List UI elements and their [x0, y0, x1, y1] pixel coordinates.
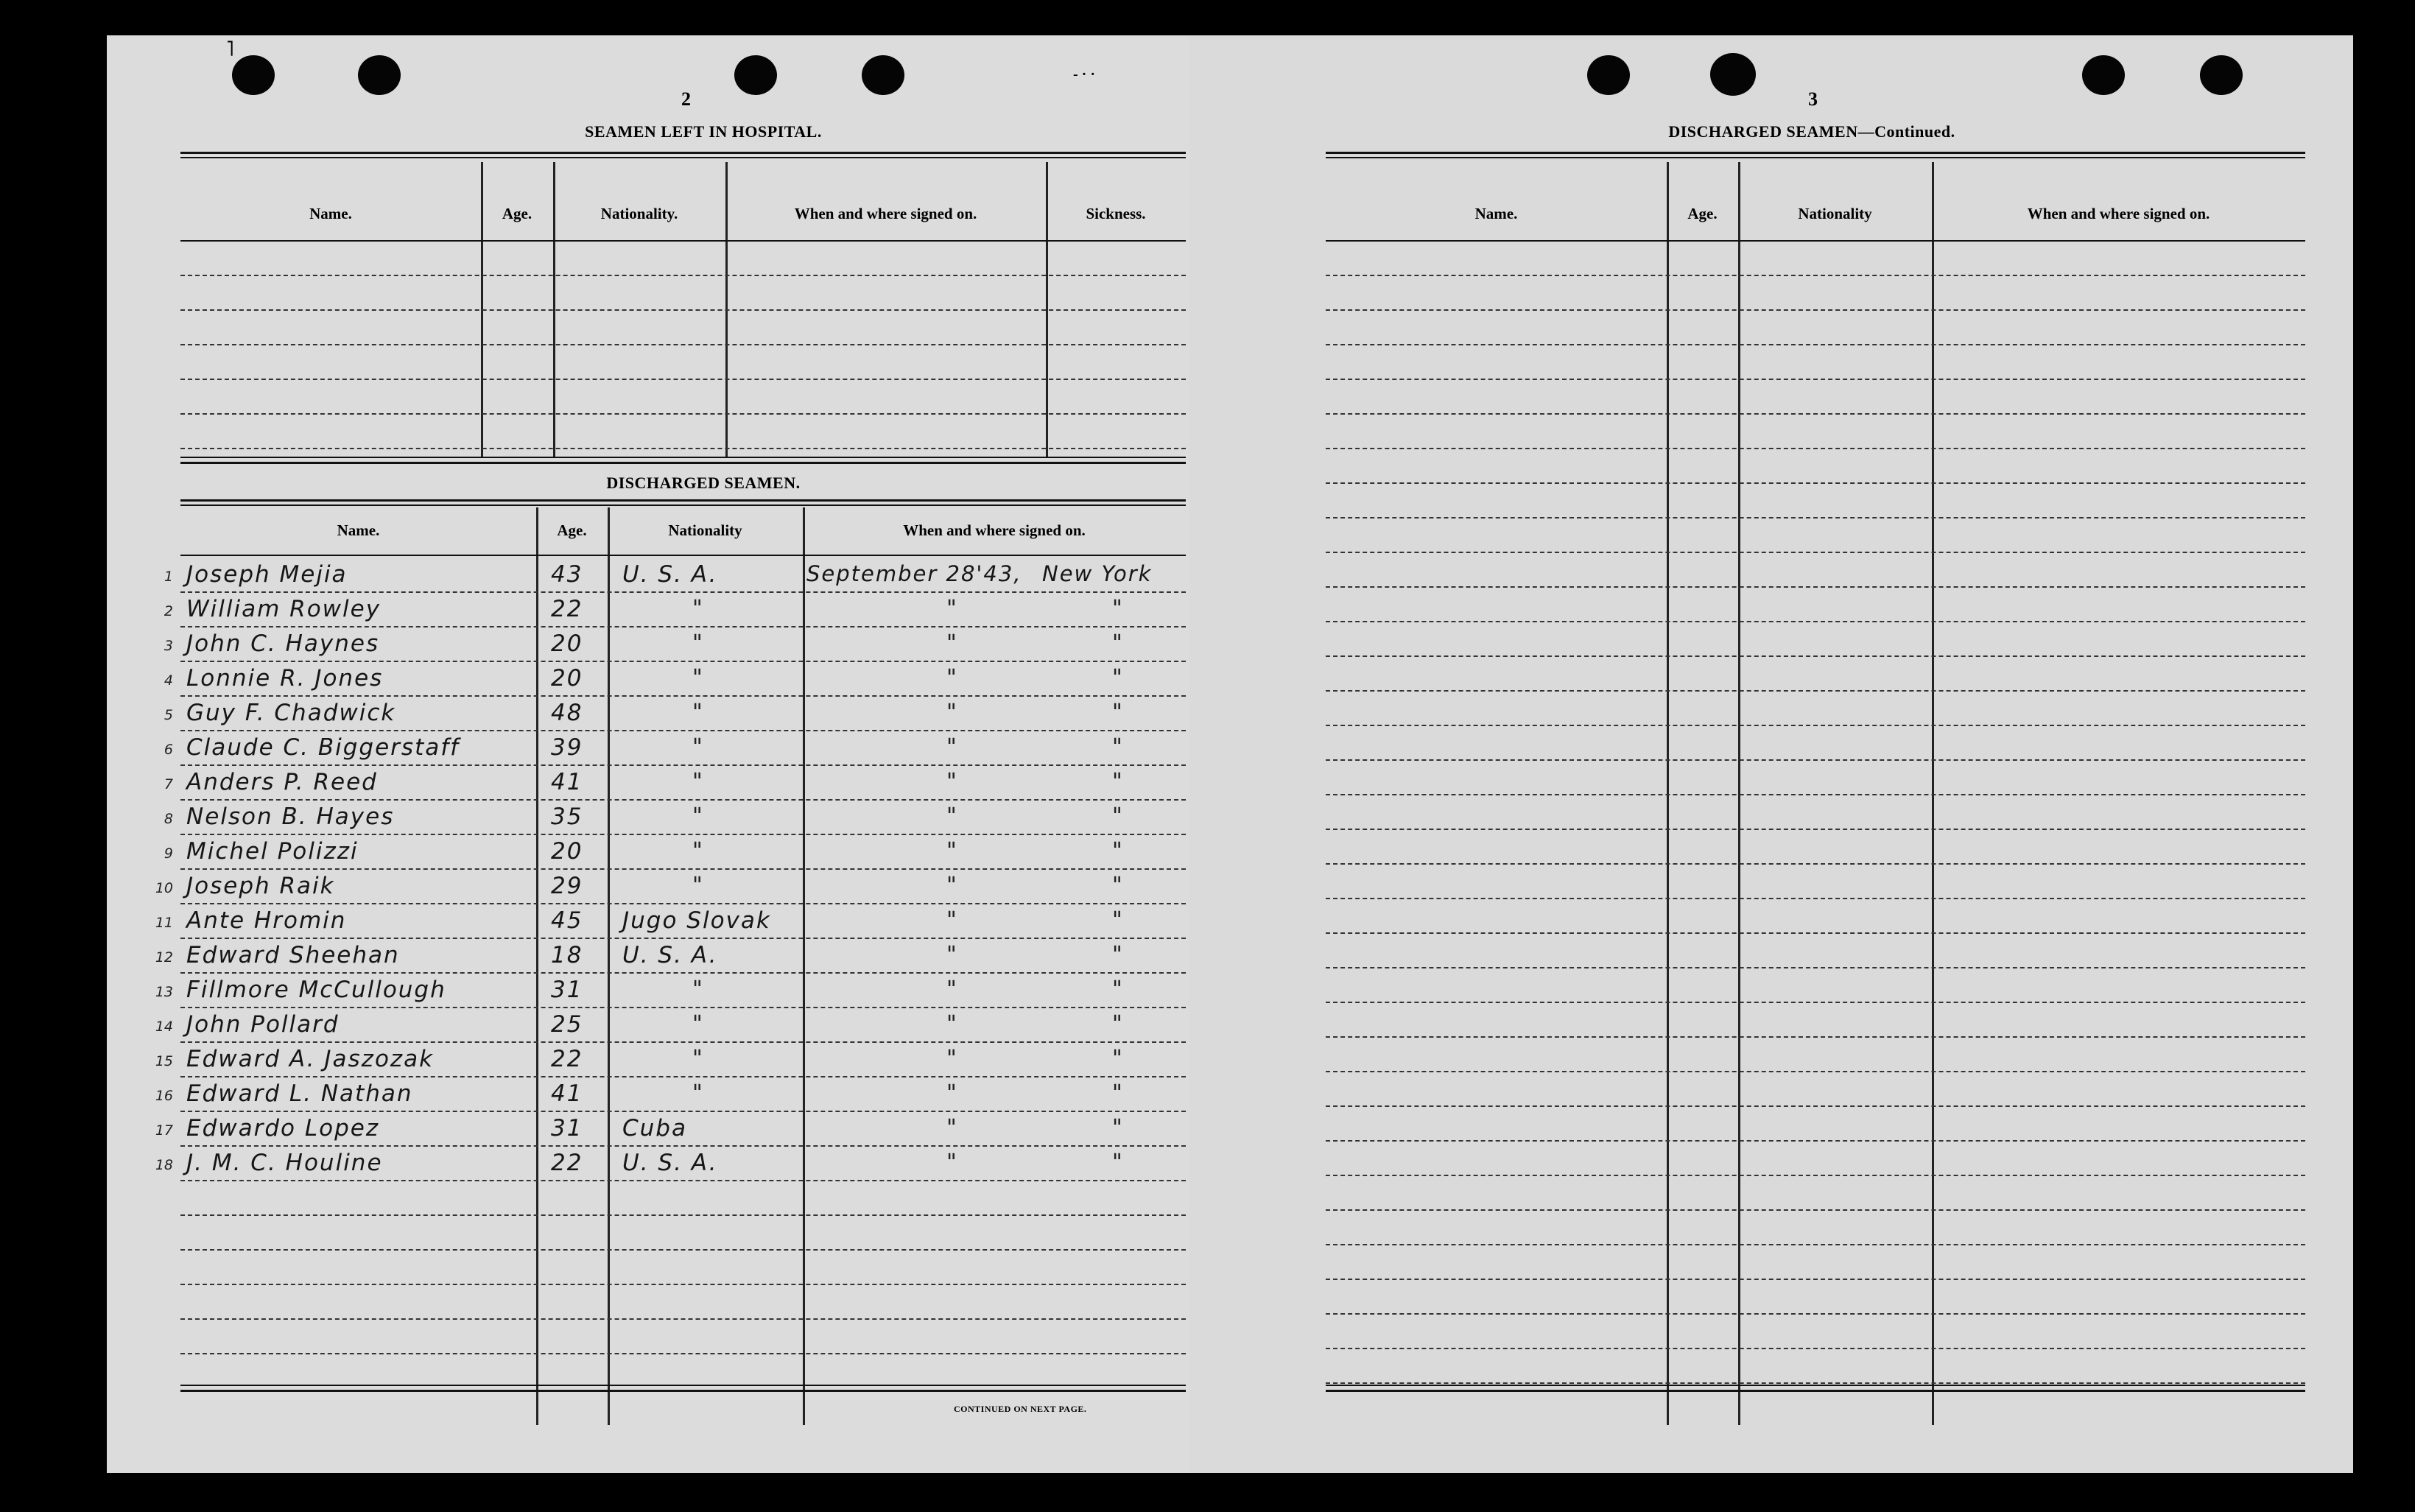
- seaman-name: Michel Polizzi: [186, 838, 359, 865]
- row-number: 4: [164, 672, 173, 689]
- row-rule: [1326, 1382, 2305, 1384]
- row-rule: [1326, 1244, 2305, 1245]
- signed-on-date: ": [946, 1115, 957, 1141]
- row-rule: [180, 1041, 1186, 1043]
- right-page: [1189, 35, 2353, 1473]
- rule: [180, 344, 1186, 345]
- seaman-age: 20: [551, 630, 583, 657]
- row-rule: [1326, 448, 2305, 449]
- row-rule: [1326, 759, 2305, 761]
- seaman-nationality: ": [692, 1011, 703, 1037]
- left-page: [107, 35, 1270, 1473]
- rule: [180, 275, 1186, 276]
- seaman-nationality: ": [692, 630, 703, 656]
- signed-on-date: ": [946, 804, 957, 829]
- row-rule: [1326, 621, 2305, 622]
- row-rule: [1326, 1209, 2305, 1211]
- seaman-age: 31: [551, 1115, 583, 1142]
- row-rule: [1326, 413, 2305, 415]
- rule: [180, 499, 1186, 502]
- signed-on-place: ": [1112, 1080, 1122, 1106]
- rule: [180, 448, 1186, 449]
- seaman-age: 22: [551, 1150, 583, 1176]
- seaman-age: 25: [551, 1011, 583, 1038]
- seaman-age: 48: [551, 700, 583, 726]
- row-rule: [180, 661, 1186, 662]
- seaman-nationality: Jugo Slovak: [622, 907, 771, 934]
- rule: [180, 240, 1186, 242]
- signed-on-date: ": [946, 1011, 957, 1037]
- column-divider: [536, 507, 538, 1425]
- seaman-nationality: ": [692, 700, 703, 725]
- seaman-nationality: ": [692, 665, 703, 691]
- signed-on-place: ": [1112, 1011, 1122, 1037]
- signed-on-place: ": [1112, 700, 1122, 725]
- row-rule: [1326, 482, 2305, 484]
- signed-on-place: ": [1112, 596, 1122, 622]
- seaman-nationality: U. S. A.: [622, 942, 718, 968]
- seaman-age: 18: [551, 942, 583, 968]
- row-rule: [1326, 967, 2305, 968]
- row-number: 17: [155, 1122, 173, 1139]
- signed-on-place: ": [1112, 873, 1122, 899]
- row-rule: [1326, 517, 2305, 518]
- col-header-signed-on: When and where signed on.: [2027, 205, 2210, 222]
- row-rule: [1326, 1279, 2305, 1280]
- seaman-name: John C. Haynes: [186, 630, 380, 657]
- row-number: 8: [164, 811, 173, 827]
- seaman-name: Joseph Raik: [186, 873, 335, 899]
- seaman-nationality: Cuba: [622, 1115, 687, 1142]
- rule: [1326, 1385, 2305, 1386]
- rule: [180, 157, 1186, 158]
- row-rule: [1326, 794, 2305, 795]
- row-rule: [1326, 1348, 2305, 1349]
- signed-on-place: ": [1112, 1046, 1122, 1072]
- seaman-name: Edward L. Nathan: [186, 1080, 413, 1107]
- signed-on-date: ": [946, 596, 957, 622]
- seaman-name: Lonnie R. Jones: [186, 665, 384, 692]
- seaman-nationality: ": [692, 1046, 703, 1072]
- row-number: 7: [164, 776, 173, 792]
- seaman-age: 43: [551, 561, 583, 588]
- row-rule: [180, 730, 1186, 731]
- discharged-continued-title: DISCHARGED SEAMEN—Continued.: [1668, 122, 1955, 141]
- col-header-name: Name.: [309, 205, 352, 222]
- seaman-nationality: ": [692, 769, 703, 795]
- seaman-age: 39: [551, 734, 583, 761]
- signed-on-place: ": [1112, 838, 1122, 864]
- row-rule: [1326, 379, 2305, 380]
- row-rule: [1326, 1105, 2305, 1107]
- punch-hole: [232, 55, 275, 95]
- rule: [180, 413, 1186, 415]
- seaman-nationality: ": [692, 596, 703, 622]
- rule: [180, 504, 1186, 506]
- rule: [180, 152, 1186, 154]
- row-number: 16: [155, 1088, 173, 1104]
- punch-hole: [358, 55, 401, 95]
- seaman-nationality: ": [692, 1080, 703, 1106]
- row-rule: [180, 1284, 1186, 1285]
- row-number: 13: [155, 984, 173, 1000]
- seaman-age: 41: [551, 769, 583, 795]
- seaman-name: Nelson B. Hayes: [186, 804, 395, 830]
- row-rule: [180, 1214, 1186, 1216]
- seaman-age: 20: [551, 665, 583, 692]
- signed-on-place: ": [1112, 769, 1122, 795]
- row-number: 18: [155, 1157, 173, 1173]
- rule: [180, 462, 1186, 464]
- col-header-name: Name.: [1474, 205, 1518, 222]
- signed-on-date: ": [946, 700, 957, 725]
- rule: [180, 379, 1186, 380]
- row-rule: [1326, 690, 2305, 692]
- column-divider: [608, 507, 610, 1425]
- signed-on-date: ": [946, 1046, 957, 1072]
- seaman-name: Claude C. Biggerstaff: [186, 734, 460, 761]
- row-rule: [180, 938, 1186, 939]
- row-rule: [180, 972, 1186, 974]
- seaman-age: 31: [551, 977, 583, 1003]
- signed-on-date: ": [946, 769, 957, 795]
- row-rule: [180, 868, 1186, 870]
- col-header-nationality: Nationality: [1798, 205, 1872, 222]
- punch-hole: [2200, 55, 2243, 95]
- row-rule: [1326, 725, 2305, 726]
- row-rule: [1326, 655, 2305, 657]
- row-rule: [1326, 898, 2305, 899]
- signed-on-date: ": [946, 942, 957, 968]
- seaman-nationality: ": [692, 838, 703, 864]
- row-number: 5: [164, 707, 173, 723]
- row-rule: [180, 1249, 1186, 1251]
- page-number: 2: [681, 88, 691, 110]
- signed-on-place: ": [1112, 1115, 1122, 1141]
- seaman-nationality: ": [692, 873, 703, 899]
- seaman-name: J. M. C. Houline: [186, 1150, 383, 1176]
- row-rule: [1326, 552, 2305, 553]
- seaman-nationality: ": [692, 977, 703, 1002]
- row-number: 15: [155, 1053, 173, 1069]
- punch-hole: [734, 55, 777, 95]
- signed-on-place: ": [1112, 1150, 1122, 1175]
- punch-hole: [1710, 53, 1756, 96]
- row-number: 9: [164, 845, 173, 862]
- row-rule: [1326, 1071, 2305, 1072]
- row-rule: [180, 799, 1186, 801]
- seaman-age: 22: [551, 1046, 583, 1072]
- stray-marks: - · ·: [1073, 66, 1095, 82]
- signed-on-date: ": [946, 907, 957, 933]
- rule: [180, 555, 1186, 556]
- signed-on-date: ": [946, 977, 957, 1002]
- row-rule: [180, 1318, 1186, 1320]
- signed-on-place: ": [1112, 734, 1122, 760]
- discharged-title: DISCHARGED SEAMEN.: [606, 474, 801, 492]
- signed-on-place: ": [1112, 804, 1122, 829]
- punch-hole: [1587, 55, 1630, 95]
- seaman-age: 45: [551, 907, 583, 934]
- seaman-age: 20: [551, 838, 583, 865]
- signed-on-place: ": [1112, 907, 1122, 933]
- rule: [180, 1385, 1186, 1386]
- row-rule: [180, 695, 1186, 697]
- row-rule: [1326, 863, 2305, 865]
- col-header-signed-on: When and where signed on.: [794, 205, 977, 222]
- row-number: 3: [164, 638, 173, 654]
- seaman-age: 35: [551, 804, 583, 830]
- col-header-age: Age.: [557, 521, 587, 539]
- row-rule: [1326, 1140, 2305, 1142]
- signed-on-date: ": [946, 665, 957, 691]
- seaman-name: Edwardo Lopez: [186, 1115, 380, 1142]
- row-rule: [180, 764, 1186, 766]
- row-rule: [1326, 932, 2305, 934]
- col-header-signed-on: When and where signed on.: [903, 521, 1086, 539]
- seaman-name: Fillmore McCullough: [186, 977, 446, 1003]
- corner-mark: ˥: [226, 38, 234, 61]
- row-rule: [180, 1145, 1186, 1147]
- row-rule: [1326, 309, 2305, 311]
- row-number: 1: [164, 569, 173, 585]
- row-number: 6: [164, 742, 173, 758]
- row-number: 11: [155, 915, 173, 931]
- row-rule: [180, 591, 1186, 593]
- signed-on-place: ": [1112, 977, 1122, 1002]
- row-rule: [180, 1076, 1186, 1077]
- row-rule: [180, 834, 1186, 835]
- signed-on-date: ": [946, 838, 957, 864]
- seaman-name: Anders P. Reed: [186, 769, 378, 795]
- row-rule: [1326, 344, 2305, 345]
- rule: [1326, 152, 2305, 154]
- col-header-nationality: Nationality: [668, 521, 742, 539]
- seaman-age: 29: [551, 873, 583, 899]
- rule: [1326, 157, 2305, 158]
- rule: [1326, 240, 2305, 242]
- page-number: 3: [1808, 88, 1818, 110]
- seaman-name: Ante Hromin: [186, 907, 347, 934]
- rule: [180, 1390, 1186, 1392]
- continued-note: CONTINUED ON NEXT PAGE.: [954, 1404, 1087, 1414]
- signed-on-place: ": [1112, 630, 1122, 656]
- row-rule: [180, 1007, 1186, 1008]
- signed-on-place: New York: [1042, 561, 1153, 586]
- row-number: 2: [164, 603, 173, 619]
- signed-on-date: September 28'43,: [806, 561, 1022, 586]
- rule: [1326, 1390, 2305, 1392]
- row-rule: [1326, 1036, 2305, 1038]
- signed-on-date: ": [946, 1080, 957, 1106]
- seaman-name: Joseph Mejia: [186, 561, 348, 588]
- column-divider: [803, 507, 805, 1425]
- col-header-sickness: Sickness.: [1086, 205, 1146, 222]
- row-number: 10: [155, 880, 173, 896]
- seaman-nationality: ": [692, 804, 703, 829]
- punch-hole: [2082, 55, 2125, 95]
- signed-on-place: ": [1112, 942, 1122, 968]
- row-rule: [180, 1111, 1186, 1112]
- col-header-age: Age.: [502, 205, 532, 222]
- row-rule: [180, 1180, 1186, 1181]
- signed-on-date: ": [946, 873, 957, 899]
- hospital-title: SEAMEN LEFT IN HOSPITAL.: [585, 122, 822, 141]
- seaman-name: John Pollard: [186, 1011, 340, 1038]
- col-header-name: Name.: [337, 521, 380, 539]
- seaman-age: 41: [551, 1080, 583, 1107]
- seaman-name: William Rowley: [186, 596, 382, 622]
- seaman-name: Guy F. Chadwick: [186, 700, 396, 726]
- row-rule: [1326, 275, 2305, 276]
- row-rule: [1326, 586, 2305, 588]
- rule: [180, 309, 1186, 311]
- punch-hole: [862, 55, 904, 95]
- rule: [180, 457, 1186, 458]
- row-number: 14: [155, 1019, 173, 1035]
- row-rule: [1326, 1002, 2305, 1003]
- col-header-nationality: Nationality.: [600, 205, 678, 222]
- seaman-nationality: U. S. A.: [622, 561, 718, 588]
- row-number: 12: [155, 949, 173, 966]
- signed-on-date: ": [946, 630, 957, 656]
- row-rule: [1326, 1175, 2305, 1176]
- seaman-name: Edward Sheehan: [186, 942, 400, 968]
- signed-on-date: ": [946, 734, 957, 760]
- col-header-age: Age.: [1687, 205, 1718, 222]
- row-rule: [1326, 1313, 2305, 1315]
- signed-on-place: ": [1112, 665, 1122, 691]
- seaman-age: 22: [551, 596, 583, 622]
- row-rule: [180, 1353, 1186, 1354]
- seaman-nationality: U. S. A.: [622, 1150, 718, 1176]
- row-rule: [1326, 829, 2305, 830]
- seaman-name: Edward A. Jaszozak: [186, 1046, 435, 1072]
- row-rule: [180, 903, 1186, 904]
- signed-on-date: ": [946, 1150, 957, 1175]
- row-rule: [180, 626, 1186, 627]
- seaman-nationality: ": [692, 734, 703, 760]
